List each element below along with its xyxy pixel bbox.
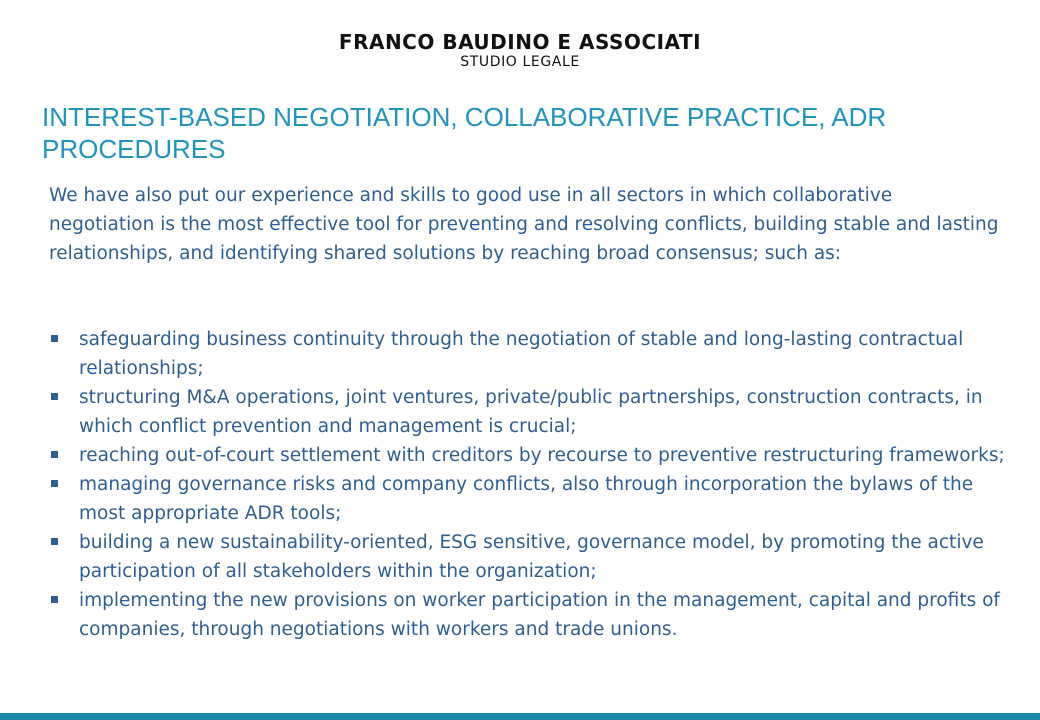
list-item [49,586,1009,644]
list-item [49,325,1009,383]
list-item-text: implementing the new provisions on worker participation in the management, capital and profits of companies, through negotiations with workers and trade unions. [79,590,1000,640]
list-item-text: managing governance risks and company conflicts, also through incorporation the bylaws of the most appropriate ADR tools; [79,474,974,524]
list-item [49,383,1009,441]
list-item [49,441,1009,470]
intro-paragraph: We have also put our experience and skills to good use in all sectors in which collaborative negotiation is the most effective tool for preventing and resolving conflicts, building stable and lasting relationships, and identifying shared solutions by reaching broad consensus; such as: [49,185,999,264]
firm-name: FRANCO BAUDINO E ASSOCIATI [338,30,702,54]
square-bullet-icon [51,538,58,545]
list-item [49,528,1009,586]
list-item [49,470,1009,528]
square-bullet-icon [51,335,58,342]
firm-header [0,30,1040,70]
list-item-text: reaching out-of-court settlement with creditors by recourse to preventive restructuring frameworks; [79,445,1005,466]
list-item-text: safeguarding business continuity through the negotiation of stable and long-lasting contractual relationships; [79,329,964,379]
square-bullet-icon [51,596,58,603]
bottom-accent-bar [0,713,1040,720]
slide-title: INTEREST-BASED NEGOTIATION, COLLABORATIVE PRACTICE, ADR PROCEDURES [42,102,887,164]
square-bullet-icon [51,480,58,487]
firm-subtitle: STUDIO LEGALE [460,54,580,70]
square-bullet-icon [51,451,58,458]
list-item-text: structuring M&A operations, joint ventures, private/public partnerships, construction contracts, in which conflict prevention and management is crucial; [79,387,983,437]
list-item-text: building a new sustainability-oriented, ESG sensitive, governance model, by promoting the active participation of all stakeholders within the organization; [79,532,984,582]
square-bullet-icon [51,393,58,400]
bullet-list [49,325,1009,644]
